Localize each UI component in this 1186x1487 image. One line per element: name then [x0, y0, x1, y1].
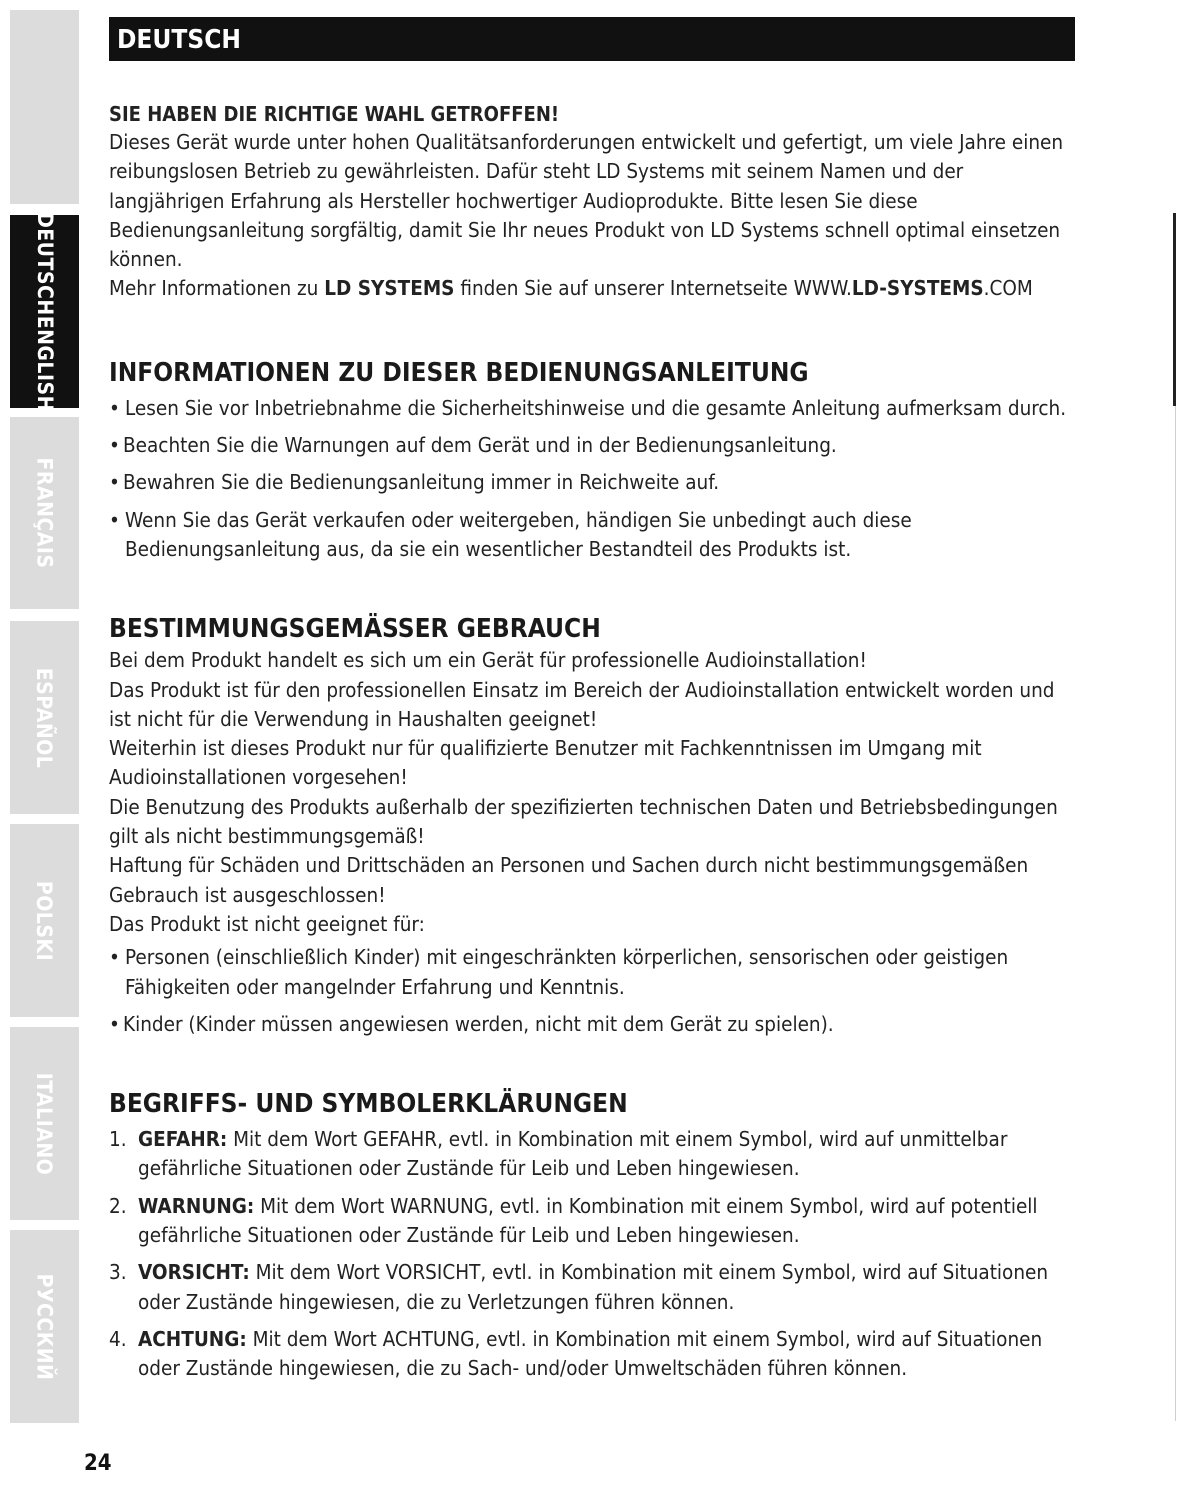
- page-header: DEUTSCH: [109, 17, 1075, 61]
- terms-list: [109, 1125, 1079, 1383]
- main-content: [109, 100, 1079, 1392]
- list-item: • Bewahren Sie die Bedienungsanleitung immer in Reichweite auf.: [109, 468, 1079, 497]
- list-item: • Kinder (Kinder müssen angewiesen werden, nicht mit dem Gerät zu spielen).: [109, 1010, 1079, 1039]
- page-edge-rule: [1175, 406, 1176, 1421]
- terms-title: BEGRIFFS- UND SYMBOLERKLÄRUNGEN: [109, 1089, 628, 1120]
- sidebar-tab-francais[interactable]: [10, 417, 79, 609]
- website-link[interactable]: LD-SYSTEMS: [851, 276, 984, 301]
- sidebar-tab-label: DEUTSCHENGLISH: [32, 211, 57, 412]
- use-paragraph: Die Benutzung des Produkts außerhalb der spezifizierten technischen Daten und Betriebsbedingungen gilt als nicht bestimmungsgemäß!: [109, 794, 1058, 849]
- use-paragraph: Bei dem Produkt handelt es sich um ein Gerät für professionelle Audioinstallation!: [109, 648, 867, 673]
- intro-title: SIE HABEN DIE RICHTIGE WAHL GETROFFEN!: [109, 102, 560, 126]
- use-list: [109, 943, 1079, 1039]
- use-paragraph: Haftung für Schäden und Drittschäden an Personen und Sachen durch nicht bestimmungsgemäßen Gebrauch ist ausgeschlossen!: [109, 853, 1029, 907]
- list-item: • Personen (einschließlich Kinder) mit eingeschränkten körperlichen, sensorischen oder geistigen Fähigkeiten oder mangelnder Erfahrung und Kenntnis.: [109, 943, 1079, 1002]
- sidebar-tab-label: ITALIANO: [32, 1072, 57, 1175]
- info-section: [109, 356, 1079, 564]
- sidebar-tab-espanol[interactable]: [10, 621, 79, 814]
- sidebar-tab-blank[interactable]: [10, 10, 79, 204]
- intro-section: [109, 100, 1079, 304]
- section-marker-rule: [1173, 213, 1176, 406]
- sidebar-tab-label: РУССКИЙ: [32, 1273, 57, 1380]
- intro-body: Dieses Gerät wurde unter hohen Qualitätsanforderungen entwickelt und gefertigt, um viele Jahre einen reibungslosen Betrieb zu gewährleisten. Dafür steht LD Systems mit seinem Namen und der langjährigen Erfahrung als Hersteller hochwertiger Audioprodukte. Bitte lesen Sie diese Bedienungsanleitung sorgfältig, damit Sie Ihr neues Produkt von LD Systems schnell optimal einsetzen können.: [109, 130, 1064, 272]
- sidebar-tab-label: POLSKI: [32, 880, 57, 961]
- sidebar-tab-italiano[interactable]: [10, 1027, 79, 1220]
- term-item-warnung: 2. WARNUNG: Mit dem Wort WARNUNG, evtl. in Kombination mit einem Symbol, wird auf potentiell gefährliche Situationen oder Zustände für Leib und Leben hingewiesen.: [109, 1193, 1038, 1248]
- sidebar-tab-label: ESPAÑOL: [32, 667, 57, 768]
- list-item: • Lesen Sie vor Inbetriebnahme die Sicherheitshinweise und die gesamte Anleitung aufmerksam durch.: [109, 394, 1079, 423]
- terms-section: [109, 1087, 1079, 1383]
- use-paragraph: Das Produkt ist nicht geeignet für:: [109, 911, 425, 936]
- sidebar-tab-russkiy[interactable]: [10, 1230, 79, 1423]
- sidebar-tab-polski[interactable]: [10, 824, 79, 1017]
- term-item-gefahr: 1. GEFAHR: Mit dem Wort GEFAHR, evtl. in Kombination mit einem Symbol, wird auf unmittelbar gefährliche Situationen oder Zustände für Leib und Leben hingewiesen.: [109, 1127, 1008, 1181]
- list-item: • Wenn Sie das Gerät verkaufen oder weitergeben, händigen Sie unbedingt auch diese Bedienungsanleitung aus, da sie ein wesentlicher Bestandteil des Produkts ist.: [109, 506, 1079, 565]
- brand-name: LD SYSTEMS: [324, 276, 455, 301]
- info-title: INFORMATIONEN ZU DIESER BEDIENUNGSANLEITUNG: [109, 357, 809, 388]
- info-list: [109, 394, 1079, 564]
- intro-more-info: Mehr Informationen zu LD SYSTEMS finden Sie auf unserer Internetseite WWW.LD-SYSTEMS.COM: [109, 276, 1033, 301]
- term-item-vorsicht: 3. VORSICHT: Mit dem Wort VORSICHT, evtl. in Kombination mit einem Symbol, wird auf Situationen oder Zustände hingewiesen, die zu Verletzungen führen können.: [109, 1260, 1049, 1314]
- use-section: [109, 612, 1079, 1039]
- use-paragraph: Das Produkt ist für den professionellen Einsatz im Bereich der Audioinstallation entwickelt worden und ist nicht für die Verwendung in Haushalten geeignet!: [109, 677, 1055, 731]
- list-item: • Beachten Sie die Warnungen auf dem Gerät und in der Bedienungsanleitung.: [109, 431, 1079, 460]
- page-number: 24: [84, 1451, 112, 1476]
- use-paragraph: Weiterhin ist dieses Produkt nur für qualifizierte Benutzer mit Fachkenntnissen im Umgang mit Audioinstallationen vorgesehen!: [109, 736, 982, 790]
- use-title: BESTIMMUNGSGEMÄSSER GEBRAUCH: [109, 614, 601, 645]
- sidebar-tab-deutsch[interactable]: [10, 211, 79, 412]
- sidebar-tab-label: FRANÇAIS: [32, 457, 57, 569]
- term-item-achtung: 4. ACHTUNG: Mit dem Wort ACHTUNG, evtl. in Kombination mit einem Symbol, wird auf Situationen oder Zustände hingewiesen, die zu Sach- und/oder Umweltschäden führen können.: [109, 1326, 1043, 1381]
